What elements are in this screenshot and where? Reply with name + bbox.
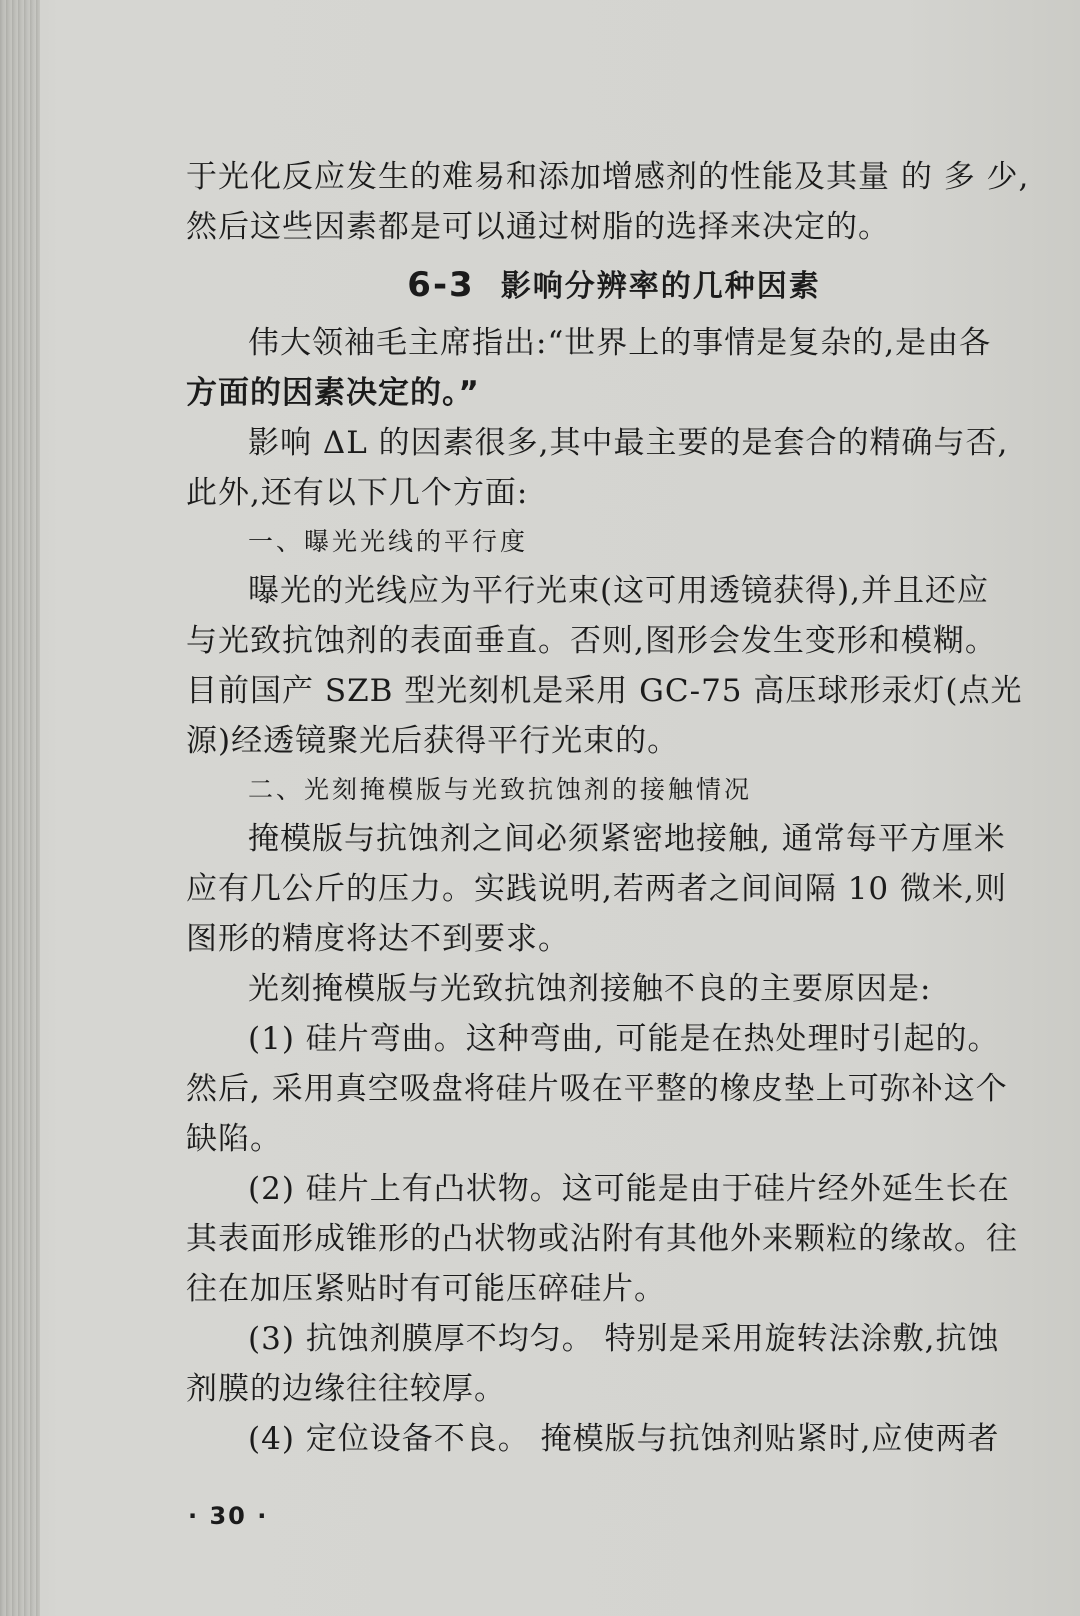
text-line: 掩模版与抗蚀剂之间必须紧密地接触, 通常每平方厘米 [248, 821, 1006, 857]
text-line: 曝光的光线应为平行光束(这可用透镜获得),并且还应 [248, 573, 990, 609]
page-number: · 30 · [188, 1502, 269, 1530]
list-item-line: (2) 硅片上有凸状物。这可能是由于硅片经外延生长在 [248, 1171, 1010, 1207]
text-line: 应有几公斤的压力。实践说明,若两者之间间隔 10 微米,则 [186, 871, 1007, 907]
text-line: 与光致抗蚀剂的表面垂直。否则,图形会发生变形和模糊。 [186, 623, 997, 659]
section-heading [186, 258, 1042, 314]
text-line: 图形的精度将达不到要求。 [186, 921, 570, 957]
text-line: 目前国产 SZB 型光刻机是采用 GC-75 高压球形汞灯(点光 [186, 673, 1023, 709]
text-line: 此外,还有以下几个方面: [186, 475, 529, 511]
list-item-line: 剂膜的边缘往往较厚。 [186, 1371, 506, 1407]
text-line: 于光化反应发生的难易和添加增感剂的性能及其量 的 多 少, [186, 159, 1030, 195]
list-item-line: (3) 抗蚀剂膜厚不均匀。 特别是采用旋转法涂敷,抗蚀 [248, 1321, 1000, 1357]
list-item-line: (1) 硅片弯曲。这种弯曲, 可能是在热处理时引起的。 [248, 1021, 1000, 1057]
subsection-heading: 一、曝光光线的平行度 [248, 527, 529, 556]
list-item-line: (4) 定位设备不良。 掩模版与抗蚀剂贴紧时,应使两者 [248, 1421, 1000, 1457]
text-line: 光刻掩模版与光致抗蚀剂接触不良的主要原因是: [248, 971, 932, 1007]
text-line: 然后这些因素都是可以通过树脂的选择来决定的。 [186, 209, 890, 245]
section-title: 影响分辨率的几种因素 [500, 269, 821, 304]
subsection-heading: 二、光刻掩模版与光致抗蚀剂的接触情况 [248, 775, 753, 804]
list-item-line: 往在加压紧贴时有可能压碎硅片。 [186, 1271, 666, 1307]
book-spine-shadow [0, 0, 40, 1616]
quote-line: 方面的因素决定的。” [186, 375, 480, 411]
text-line: 影响 ΔL 的因素很多,其中最主要的是套合的精确与否, [248, 425, 1009, 461]
section-number: 6-3 [407, 265, 475, 305]
text-line: 源)经透镜聚光后获得平行光束的。 [186, 723, 680, 759]
list-item-line: 然后, 采用真空吸盘将硅片吸在平整的橡皮垫上可弥补这个 [186, 1071, 1008, 1107]
list-item-line: 缺陷。 [186, 1121, 282, 1157]
quote-line: 伟大领袖毛主席指出:“世界上的事情是复杂的,是由各 [248, 325, 992, 361]
page-content [186, 152, 1042, 1464]
list-item-line: 其表面形成锥形的凸状物或沾附有其他外来颗粒的缘故。往 [186, 1221, 1018, 1257]
